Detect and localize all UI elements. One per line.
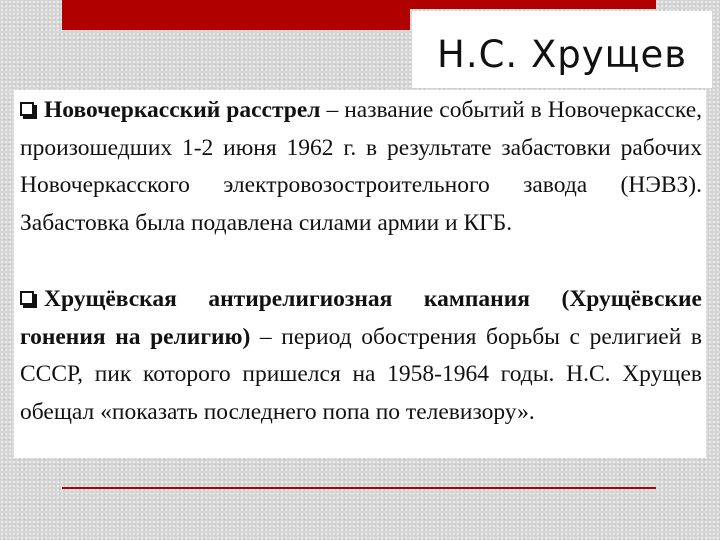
bullet-text: – период обострения борьбы с религией в СССР, пик которого пришелся на 1958-1964 годы. Н.С. Хрущев обещал «показать последнего попа по телевизору». [20, 323, 702, 425]
checkbox-square-icon [20, 291, 34, 305]
bullet-item-antireligious-campaign [20, 281, 702, 431]
bullet-item-novocherkassk [20, 92, 702, 242]
top-red-bar [62, 0, 410, 30]
checkbox-square-icon [20, 102, 34, 116]
top-red-bar-thin [410, 0, 656, 9]
bullet-term: Хрущёвская антирелигиозная кампания (Хрущёвские гонения на религию) [20, 286, 702, 350]
bullet-text: – название событий в Новочеркасске, произошедших 1-2 июня 1962 г. в результате забастовки рабочих Новочеркасского электровозостроительного завода (НЭВЗ). Забастовка была подавлена силами армии и КГБ. [20, 97, 703, 236]
bottom-red-divider [62, 487, 656, 489]
bullet-term: Новочеркасский расстрел [44, 97, 321, 123]
slide-title: Н.С. Хрущев [437, 33, 688, 76]
